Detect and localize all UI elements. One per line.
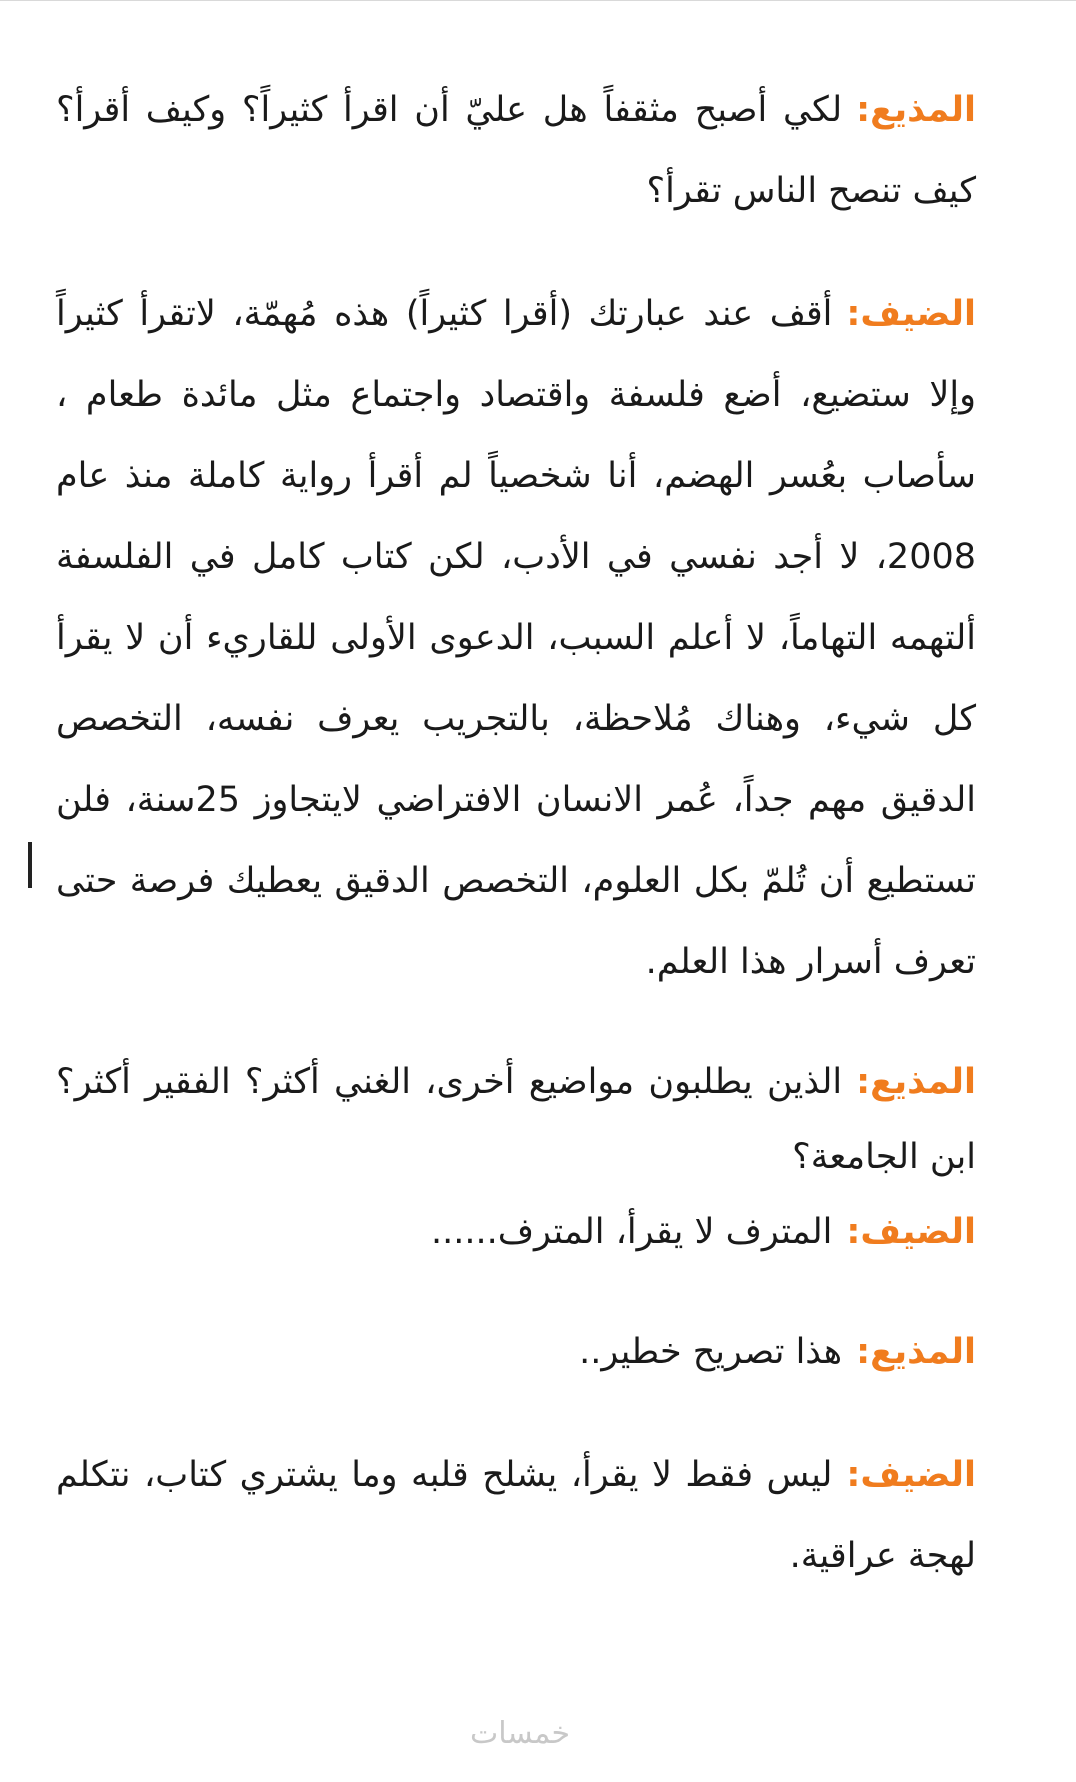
dialogue-turn-host xyxy=(56,70,976,232)
dialogue-text: المترف لا يقرأ، المترف...... xyxy=(430,1212,833,1252)
dialogue-text: هذا تصريح خطير.. xyxy=(579,1332,843,1372)
speaker-label-host: المذيع: xyxy=(856,1062,976,1102)
dialogue-turn-guest xyxy=(56,1435,976,1597)
dialogue-turn-guest xyxy=(56,1195,976,1270)
dialogue-text: أقف عند عبارتك (أقرا كثيراً) هذه مُهمّة، لاتقرأ كثيراً وإلا ستضيع، أضع فلسفة واقتصاد واجتماع مثل مائدة طعام ، سأصاب بعُسر الهضم، أنا شخصياً لم أقرأ رواية كاملة منذ عام 2008، لا أجد نفسي في الأدب، لكن كتاب كامل في الفلسفة ألتهمه التهاماً، لا أعلم السبب، الدعوى الأولى للقاريء أن لا يقرأ كل شيء، وهناك مُلاحظة، بالتجريب يعرف نفسه، التخصص الدقيق مهم جداً، عُمر الانسان الافتراضي لايتجاوز 25سنة، فلن تستطيع أن تُلمّ بكل العلوم، التخصص الدقيق يعطيك فرصة حتى تعرف أسرار هذا العلم. xyxy=(56,294,976,982)
dialogue-text: لكي أصبح مثقفاً هل عليّ أن اقرأ كثيراً؟ وكيف أقرأ؟ كيف تنصح الناس تقرأ؟ xyxy=(56,90,976,211)
interview-transcript xyxy=(56,70,976,1597)
text-cursor xyxy=(28,842,32,888)
speaker-label-guest: الضيف: xyxy=(846,294,976,334)
dialogue-text: ليس فقط لا يقرأ، يشلح قلبه وما يشتري كتاب، نتكلم لهجة عراقية. xyxy=(56,1455,976,1576)
dialogue-turn-guest xyxy=(56,274,976,1003)
top-divider xyxy=(0,0,1076,1)
speaker-label-host: المذيع: xyxy=(856,1332,976,1372)
dialogue-turn-host xyxy=(56,1312,976,1393)
speaker-label-guest: الضيف: xyxy=(846,1212,976,1252)
watermark-logo: خمسات xyxy=(470,1716,571,1751)
dialogue-text: الذين يطلبون مواضيع أخرى، الغني أكثر؟ الفقير أكثر؟ ابن الجامعة؟ xyxy=(56,1062,976,1177)
speaker-label-host: المذيع: xyxy=(856,90,976,130)
dialogue-turn-host xyxy=(56,1045,976,1195)
speaker-label-guest: الضيف: xyxy=(846,1455,976,1495)
